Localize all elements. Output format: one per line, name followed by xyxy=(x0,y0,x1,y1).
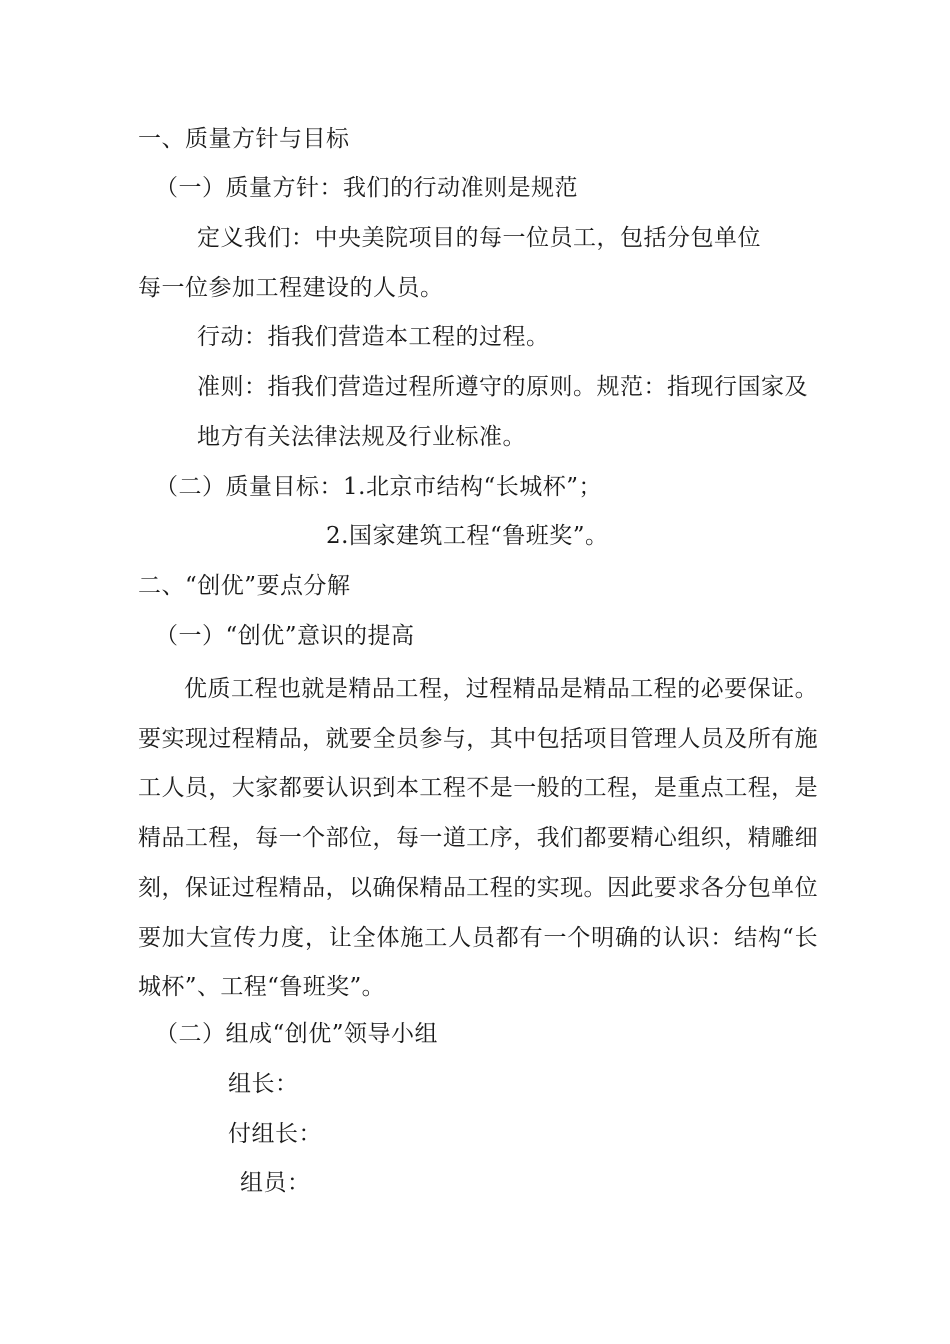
definition-principle-line-2: 地方有关法律法规及行业标准。 xyxy=(197,424,526,450)
awareness-paragraph: 优质工程也就是精品工程，过程精品是精品工程的必要保证。要实现过程精品，就要全员参与，其中包括项目管理人员及所有施工人员，大家都要认识到本工程不是一般的工程，是重点工程，是精品工程，每一个部位，每一道工序，我们都要精心组织，精雕细刻，保证过程精品，以确保精品工程的实现。因此要求各分包单位要加大宣传力度，让全体施工人员都有一个明确的认识：结构“长城杯”、工程“鲁班奖”。 xyxy=(138,676,818,1001)
definition-action: 行动：指我们营造本工程的过程。 xyxy=(197,324,550,350)
definition-we-line-1: 定义我们：中央美院项目的每一位员工，包括分包单位 xyxy=(197,225,761,251)
awareness-heading: （一）“创优”意识的提高 xyxy=(155,623,415,649)
quality-goal-line-1: （二）质量目标：1.北京市结构“长城杯”； xyxy=(155,474,602,500)
deputy-leader-label: 付组长： xyxy=(228,1121,322,1147)
group-leader-label: 组长： xyxy=(228,1071,299,1097)
quality-goal-line-2: 2.国家建筑工程“鲁班奖”。 xyxy=(326,523,609,549)
leadership-group-heading: （二）组成“创优”领导小组 xyxy=(155,1021,439,1047)
section-2-heading: 二、“创优”要点分解 xyxy=(138,573,351,599)
definition-principle-line-1: 准则：指我们营造过程所遵守的原则。规范：指现行国家及 xyxy=(197,374,808,400)
definition-we-line-2: 每一位参加工程建设的人员。 xyxy=(138,275,444,301)
quality-policy-heading: （一）质量方针：我们的行动准则是规范 xyxy=(155,175,578,201)
group-members-label: 组员： xyxy=(240,1170,311,1196)
section-1-heading: 一、质量方针与目标 xyxy=(138,126,350,152)
